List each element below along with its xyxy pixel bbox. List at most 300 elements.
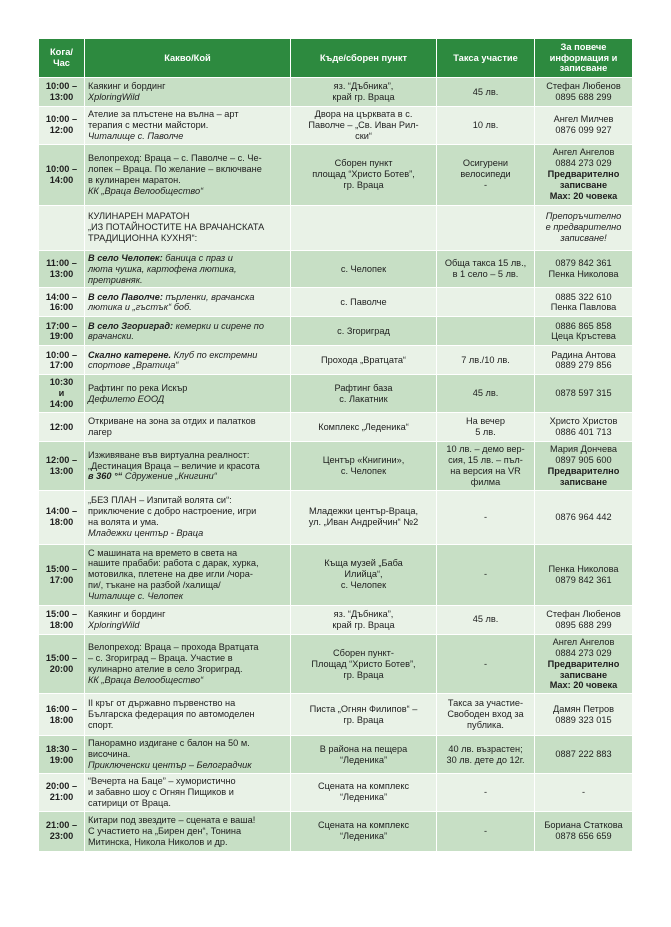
location-cell-line: Център «Книгини»,	[322, 455, 405, 466]
time-cell	[39, 107, 85, 145]
time-cell	[39, 317, 85, 346]
time-cell-line: 18:00	[49, 517, 74, 528]
fee-cell	[437, 490, 535, 544]
activity-cell-line: Панорамно издигане с балон на 50 м.	[88, 738, 250, 749]
contact-cell-line: 0884 273 029	[555, 647, 612, 658]
location-cell-line: “Леденика”	[339, 754, 388, 765]
location-cell	[291, 250, 437, 288]
schedule-table	[38, 38, 633, 852]
activity-cell-line: „Дестинация Враца – величие и красота	[88, 460, 260, 471]
table-row	[39, 490, 633, 544]
activity-cell-line: лютика и „гъстък“ боб.	[88, 302, 192, 313]
contact-cell-line: записване	[559, 180, 608, 191]
table-row	[39, 634, 633, 694]
location-cell	[291, 634, 437, 694]
activity-cell	[85, 694, 291, 736]
time-cell-line: 10:00 –	[45, 163, 78, 174]
time-cell-line: 20:00 –	[45, 781, 78, 792]
time-cell-line: 19:00	[49, 754, 74, 765]
time-cell-line: 12:00	[49, 125, 74, 136]
contact-cell	[535, 736, 633, 774]
time-cell-line: 12:00	[49, 421, 74, 432]
location-cell	[291, 544, 437, 605]
activity-cell-line: и забавно шоу с Огнян Пищиков и	[88, 786, 234, 797]
time-cell	[39, 288, 85, 317]
activity-cell-line: пи/, тъкане на разбой /халища/	[88, 580, 221, 591]
contact-cell-line: 0886 401 713	[555, 427, 612, 438]
fee-cell	[437, 413, 535, 442]
fee-cell	[437, 811, 535, 851]
activity-cell-line: кулинарно ателие в село Згориград.	[88, 664, 243, 675]
fee-cell	[437, 78, 535, 107]
header-what: Какво/Кой	[85, 39, 291, 78]
contact-cell	[535, 375, 633, 413]
activity-cell-line: Откриване на зона за отдих и палатков	[88, 416, 256, 427]
location-cell	[291, 694, 437, 736]
location-cell-line: Комплекс „Леденика“	[318, 421, 409, 432]
fee-cell-line: велосипеди	[460, 169, 511, 180]
activity-cell-line: приключение с добро настроение, игри	[88, 506, 257, 517]
time-cell-line: 17:00	[49, 574, 74, 585]
contact-cell	[535, 605, 633, 634]
activity-cell-line: В село Паволче: пърленки, врачанска	[88, 291, 255, 302]
contact-cell-line: 0878 597 315	[555, 388, 612, 399]
time-cell-line: 21:00	[49, 792, 74, 803]
fee-cell-line: сия, 15 лв. – пъл-	[448, 455, 523, 466]
activity-cell-line: Велопреход: Враца – прохода Вратцата	[88, 642, 259, 653]
contact-cell	[535, 144, 633, 205]
activity-cell-line: В село Згориград: кемерки и сирене по	[88, 320, 264, 331]
activity-cell	[85, 288, 291, 317]
fee-cell-line: -	[483, 658, 488, 669]
activity-cell	[85, 250, 291, 288]
time-cell-line: 16:00	[49, 302, 74, 313]
fee-cell-line: 30 лв. дете до 12г.	[446, 754, 525, 765]
contact-cell-line: 0879 842 361	[555, 258, 612, 269]
contact-cell	[535, 774, 633, 812]
contact-cell-line: Предварително	[547, 658, 620, 669]
time-cell-line: 10:00 –	[45, 114, 78, 125]
fee-cell	[437, 250, 535, 288]
activity-cell	[85, 144, 291, 205]
fee-cell	[437, 634, 535, 694]
location-cell	[291, 78, 437, 107]
fee-cell-line: -	[483, 180, 488, 191]
activity-cell	[85, 544, 291, 605]
fee-cell	[437, 605, 535, 634]
activity-cell-line: в 360 °“ Сдружение „Книгини“	[88, 471, 217, 482]
contact-cell-line: Радина Антова	[551, 349, 616, 360]
fee-cell-line: -	[483, 569, 488, 580]
fee-cell	[437, 774, 535, 812]
time-cell	[39, 490, 85, 544]
table-row	[39, 250, 633, 288]
time-cell	[39, 811, 85, 851]
time-cell	[39, 694, 85, 736]
contact-cell-line: Предварително	[547, 465, 620, 476]
activity-cell-line: Каякинг и бординг	[88, 81, 166, 92]
time-cell-line: 12:00 –	[45, 455, 78, 466]
time-cell-line: 13:00	[49, 92, 74, 102]
table-body	[39, 78, 633, 852]
contact-cell-line: 0889 279 856	[555, 360, 612, 371]
time-cell-line: 10:00 –	[45, 349, 78, 360]
fee-cell-line: 45 лв.	[472, 388, 499, 399]
table-row	[39, 413, 633, 442]
location-cell-line: с. Челопек	[340, 580, 387, 591]
time-cell-line: 11:00 –	[46, 258, 77, 269]
activity-cell-line: нашите прабаби: работа с дарак, хурка,	[88, 558, 259, 569]
contact-cell-line: Пенка Николова	[548, 563, 619, 574]
location-cell-line: край гр. Враца	[332, 619, 395, 630]
fee-cell-line: в 1 село – 5 лв.	[452, 269, 519, 280]
time-cell-line: 18:00	[49, 714, 74, 725]
contact-cell-line: е предварително	[545, 222, 622, 233]
location-cell-line: Прохода „Вратцата“	[321, 354, 406, 365]
time-cell	[39, 605, 85, 634]
contact-cell-line: Стефан Любенов	[546, 81, 621, 92]
contact-cell-line: Бориана Статкова	[544, 820, 623, 831]
time-cell-line: 14:00 –	[45, 291, 78, 302]
fee-cell	[437, 205, 535, 250]
time-cell	[39, 442, 85, 491]
location-cell-line: ул. „Иван Андрейчин“ №2	[308, 517, 419, 528]
contact-cell-line: 0886 865 858	[555, 320, 612, 331]
location-cell	[291, 490, 437, 544]
activity-cell	[85, 811, 291, 851]
activity-cell	[85, 78, 291, 107]
location-cell-line: с. Згориград	[337, 325, 390, 336]
location-cell-line: Сборен пункт-	[333, 647, 394, 658]
contact-cell	[535, 544, 633, 605]
activity-cell-line: Ателие за плъстене на вълна – арт	[88, 109, 239, 119]
table-row	[39, 317, 633, 346]
activity-cell	[85, 442, 291, 491]
activity-cell-line: в кулинарен маратон.	[88, 174, 181, 185]
table-row	[39, 288, 633, 317]
activity-cell	[85, 375, 291, 413]
contact-cell	[535, 78, 633, 107]
fee-cell-line: Свободен вход за	[447, 709, 524, 720]
fee-cell-line: 5 лв.	[475, 427, 496, 438]
activity-cell-line: XploringWild	[88, 619, 140, 630]
time-cell-line: 18:00	[49, 619, 74, 630]
location-cell	[291, 605, 437, 634]
activity-cell-line: Китари под звездите – сцената е ваша!	[88, 814, 256, 825]
time-cell-line: 20:00	[49, 664, 74, 675]
activity-cell-line: КК „Враца Велообщество“	[88, 185, 204, 196]
activity-cell-line: Митинска, Никола Николов и др.	[88, 836, 228, 847]
table-row	[39, 605, 633, 634]
location-cell-line: Сцената на комплекс	[317, 781, 410, 792]
location-cell-line: Илийца“,	[344, 569, 383, 580]
contact-cell-line: -	[581, 786, 586, 797]
contact-cell-line: Предварително	[547, 169, 620, 180]
location-cell	[291, 442, 437, 491]
time-cell-line: 10:30	[49, 377, 74, 388]
activity-cell	[85, 736, 291, 774]
contact-cell-line: 0889 323 015	[555, 714, 612, 725]
fee-cell	[437, 107, 535, 145]
contact-cell-line: 0878 656 659	[555, 831, 612, 842]
fee-cell	[437, 288, 535, 317]
table-row	[39, 694, 633, 736]
location-cell-line: гр. Враца	[343, 180, 384, 191]
activity-cell-line: „ИЗ ПОТАЙНОСТИТЕ НА ВРАЧАНСКАТА	[88, 222, 265, 233]
activity-cell-line: С машината на времето в света на	[88, 547, 238, 558]
time-cell-line: 15:00 –	[45, 563, 78, 574]
header-fee: Такса участие	[437, 39, 535, 78]
table-row	[39, 346, 633, 375]
contact-cell	[535, 107, 633, 145]
time-cell-line: 10:00 –	[45, 81, 78, 92]
activity-cell-line: Скално катерене. Клуб по екстремни	[88, 349, 258, 360]
fee-cell-line: 45 лв.	[472, 86, 499, 97]
activity-cell	[85, 490, 291, 544]
activity-cell-line: височина.	[88, 749, 131, 760]
contact-cell-line: 0895 688 299	[555, 92, 612, 102]
activity-cell	[85, 317, 291, 346]
location-cell-line: край гр. Враца	[332, 92, 395, 102]
activity-cell-line: – с. Згориград – Враца. Участие в	[88, 653, 233, 664]
contact-cell-line: Ангел Ангелов	[552, 147, 615, 158]
activity-cell-line: XploringWild	[88, 92, 140, 102]
activity-cell-line: мотовилка, плетене на две игли /чора-	[88, 569, 253, 580]
location-cell	[291, 288, 437, 317]
time-cell-line: 17:00 –	[45, 320, 78, 331]
time-cell	[39, 544, 85, 605]
activity-cell	[85, 413, 291, 442]
location-cell-line: с. Лакатник	[339, 393, 388, 404]
fee-cell	[437, 375, 535, 413]
contact-cell-line: 0895 688 299	[555, 619, 612, 630]
time-cell-line: 19:00	[49, 331, 74, 342]
location-cell-line: ски“	[355, 130, 372, 141]
contact-cell-line: записване	[559, 476, 608, 487]
activity-cell-line: “Вечерта на Баце” – хумористично	[88, 776, 236, 787]
fee-cell	[437, 317, 535, 346]
contact-cell-line: Ангел Милчев	[553, 114, 614, 125]
fee-cell-line: 7 лв./10 лв.	[461, 354, 510, 365]
contact-cell	[535, 205, 633, 250]
fee-cell-line: филма	[470, 476, 501, 487]
activity-cell-line: С участието на „Бирен ден“, Тонина	[88, 825, 242, 836]
fee-cell-line: Обща такса 15 лв.,	[444, 258, 527, 269]
location-cell-line: В района на пещера	[319, 743, 408, 754]
fee-cell-line: На вечер	[466, 416, 505, 427]
time-cell	[39, 346, 85, 375]
activity-cell-line: терапия с местни майстори.	[88, 119, 209, 130]
time-cell	[39, 205, 85, 250]
fee-cell-line: 40 лв. възрастен;	[448, 743, 523, 754]
contact-cell-line: 0885 322 610	[555, 291, 612, 302]
fee-cell	[437, 346, 535, 375]
contact-cell-line: 0879 842 361	[555, 574, 612, 585]
location-cell	[291, 375, 437, 413]
activity-cell-line: врачански.	[88, 331, 134, 342]
time-cell	[39, 736, 85, 774]
contact-cell	[535, 811, 633, 851]
contact-cell-line: Препоръчително	[545, 211, 622, 222]
activity-cell	[85, 634, 291, 694]
fee-cell-line: 45 лв.	[472, 614, 499, 625]
activity-cell-line: В село Челопек: баница с праз и	[88, 252, 233, 263]
contact-cell-line: Стефан Любенов	[546, 608, 621, 619]
time-cell-line: 18:30 –	[45, 743, 78, 754]
activity-cell	[85, 774, 291, 812]
location-cell	[291, 144, 437, 205]
location-cell-line: “Леденика”	[339, 792, 388, 803]
table-row	[39, 774, 633, 812]
contact-cell-line: 0897 905 600	[555, 455, 612, 466]
location-cell-line: “Леденика”	[339, 831, 388, 842]
activity-cell-line: Дефилето ЕООД	[88, 393, 165, 404]
time-cell-line: 13:00	[49, 465, 74, 476]
time-cell	[39, 250, 85, 288]
contact-cell-line: Цеца Кръстева	[551, 331, 616, 342]
table-row	[39, 544, 633, 605]
location-cell-line: Паволче – „Св. Иван Рил-	[308, 119, 419, 130]
time-cell-line: 14:00 –	[45, 506, 78, 517]
contact-cell-line: Мария Дончева	[550, 444, 617, 455]
contact-cell-line: записване	[559, 669, 608, 680]
contact-cell-line: 0884 273 029	[555, 158, 612, 169]
activity-cell-line: претривняк.	[88, 274, 143, 285]
contact-cell-line: Дамян Петров	[553, 703, 614, 714]
table-row	[39, 78, 633, 107]
location-cell-line: Сцената на комплекс	[317, 820, 410, 831]
time-cell-line: 23:00	[49, 831, 74, 842]
time-cell-line: 15:00 –	[45, 608, 78, 619]
table-row	[39, 811, 633, 851]
location-cell	[291, 811, 437, 851]
fee-cell-line: Такса за участие-	[447, 698, 524, 709]
contact-cell	[535, 317, 633, 346]
activity-cell-line: ТРАДИЦИОННА КУХНЯ“:	[88, 233, 198, 244]
activity-cell	[85, 346, 291, 375]
time-cell-line: 14:00	[49, 174, 74, 185]
activity-cell-line: люта чушка, картофена лютика,	[88, 263, 237, 274]
activity-cell	[85, 605, 291, 634]
contact-cell-line: Ангел Ангелов	[552, 636, 615, 647]
fee-cell-line: Осигурени	[462, 158, 509, 169]
fee-cell-line: публика.	[467, 720, 504, 731]
activity-cell-line: на волята и ума.	[88, 517, 159, 528]
activity-cell-line: Изживяване във виртуална реалност:	[88, 449, 250, 460]
table-row	[39, 736, 633, 774]
location-cell-line: с. Челопек	[340, 465, 387, 476]
location-cell-line: Сборен пункт	[334, 158, 393, 169]
activity-cell-line: спорт.	[88, 720, 114, 731]
activity-cell-line: Читалище с. Паволче	[88, 130, 184, 141]
location-cell-line: яз. “Дъбника”,	[333, 81, 394, 92]
header-info: За повече информация и записване	[535, 39, 633, 78]
activity-cell-line: лагер	[88, 427, 112, 438]
activity-cell-line: Каякинг и бординг	[88, 608, 166, 619]
time-cell-line: 14:00	[49, 399, 74, 410]
time-cell-line: 21:00 –	[45, 820, 78, 831]
time-cell-line: и	[58, 388, 65, 399]
table-row	[39, 442, 633, 491]
table-row	[39, 107, 633, 145]
fee-cell-line: -	[483, 511, 488, 522]
fee-cell	[437, 736, 535, 774]
location-cell-line: Двора на църквата в с.	[314, 109, 413, 119]
contact-cell-line: 0876 099 927	[555, 125, 612, 136]
contact-cell	[535, 490, 633, 544]
contact-cell-line: записване!	[560, 233, 607, 244]
contact-cell	[535, 694, 633, 736]
activity-cell-line: спортове „Вратица“	[88, 360, 179, 371]
activity-cell-line: Приключенски център – Белоградчик	[88, 760, 252, 771]
activity-cell-line: лопек – Враца. По желание – включване	[88, 163, 262, 174]
table-row	[39, 375, 633, 413]
activity-cell-line: КУЛИНАРЕН МАРАТОН	[88, 211, 190, 222]
time-cell	[39, 774, 85, 812]
location-cell-line: Къща музей „Баба	[324, 558, 403, 569]
contact-cell-line: Max: 20 човека	[549, 680, 618, 691]
contact-cell-line: 0887 222 883	[555, 749, 612, 760]
location-cell	[291, 205, 437, 250]
activity-cell-line: Българска федерация по автомоделен	[88, 709, 255, 720]
location-cell-line: Рафтинг база	[334, 382, 393, 393]
location-cell	[291, 346, 437, 375]
activity-cell-line: КК „Враца Велообщество“	[88, 674, 204, 685]
location-cell	[291, 736, 437, 774]
time-cell	[39, 634, 85, 694]
location-cell-line: Площад “Христо Ботев”,	[311, 658, 416, 669]
contact-cell-line: Max: 20 човека	[549, 191, 618, 202]
activity-cell-line: „БЕЗ ПЛАН – Изпитай волята си“:	[88, 495, 232, 506]
contact-cell	[535, 413, 633, 442]
contact-cell	[535, 250, 633, 288]
header-where: Къде/сборен пункт	[291, 39, 437, 78]
activity-cell-line: Рафтинг по река Искър	[88, 382, 188, 393]
location-cell-line: гр. Враца	[343, 669, 384, 680]
location-cell	[291, 413, 437, 442]
activity-cell	[85, 107, 291, 145]
table-row	[39, 144, 633, 205]
time-cell-line: 16:00 –	[45, 703, 78, 714]
contact-cell-line: Христо Христов	[549, 416, 618, 427]
fee-cell-line: на версия на VR	[450, 465, 521, 476]
time-cell-line: 17:00	[49, 360, 74, 371]
table-header	[39, 39, 633, 78]
time-cell-line: 15:00 –	[45, 653, 78, 664]
fee-cell	[437, 694, 535, 736]
activity-cell-line: Велопреход: Враца – с. Паволче – с. Че-	[88, 152, 262, 163]
fee-cell-line: -	[483, 825, 488, 836]
contact-cell-line: 0876 964 442	[555, 511, 612, 522]
location-cell-line: с. Челопек	[340, 263, 387, 274]
location-cell-line: Младежки център-Враца,	[308, 506, 419, 517]
time-cell	[39, 413, 85, 442]
location-cell-line: гр. Враца	[343, 714, 384, 725]
contact-cell	[535, 288, 633, 317]
activity-cell-line: сатирици от Враца.	[88, 797, 171, 808]
contact-cell	[535, 634, 633, 694]
fee-cell-line: 10 лв.	[472, 119, 499, 130]
table-row	[39, 205, 633, 250]
location-cell-line: яз. “Дъбника”,	[333, 608, 394, 619]
time-cell	[39, 375, 85, 413]
location-cell	[291, 774, 437, 812]
fee-cell	[437, 544, 535, 605]
contact-cell	[535, 442, 633, 491]
contact-cell	[535, 346, 633, 375]
location-cell	[291, 317, 437, 346]
location-cell	[291, 107, 437, 145]
